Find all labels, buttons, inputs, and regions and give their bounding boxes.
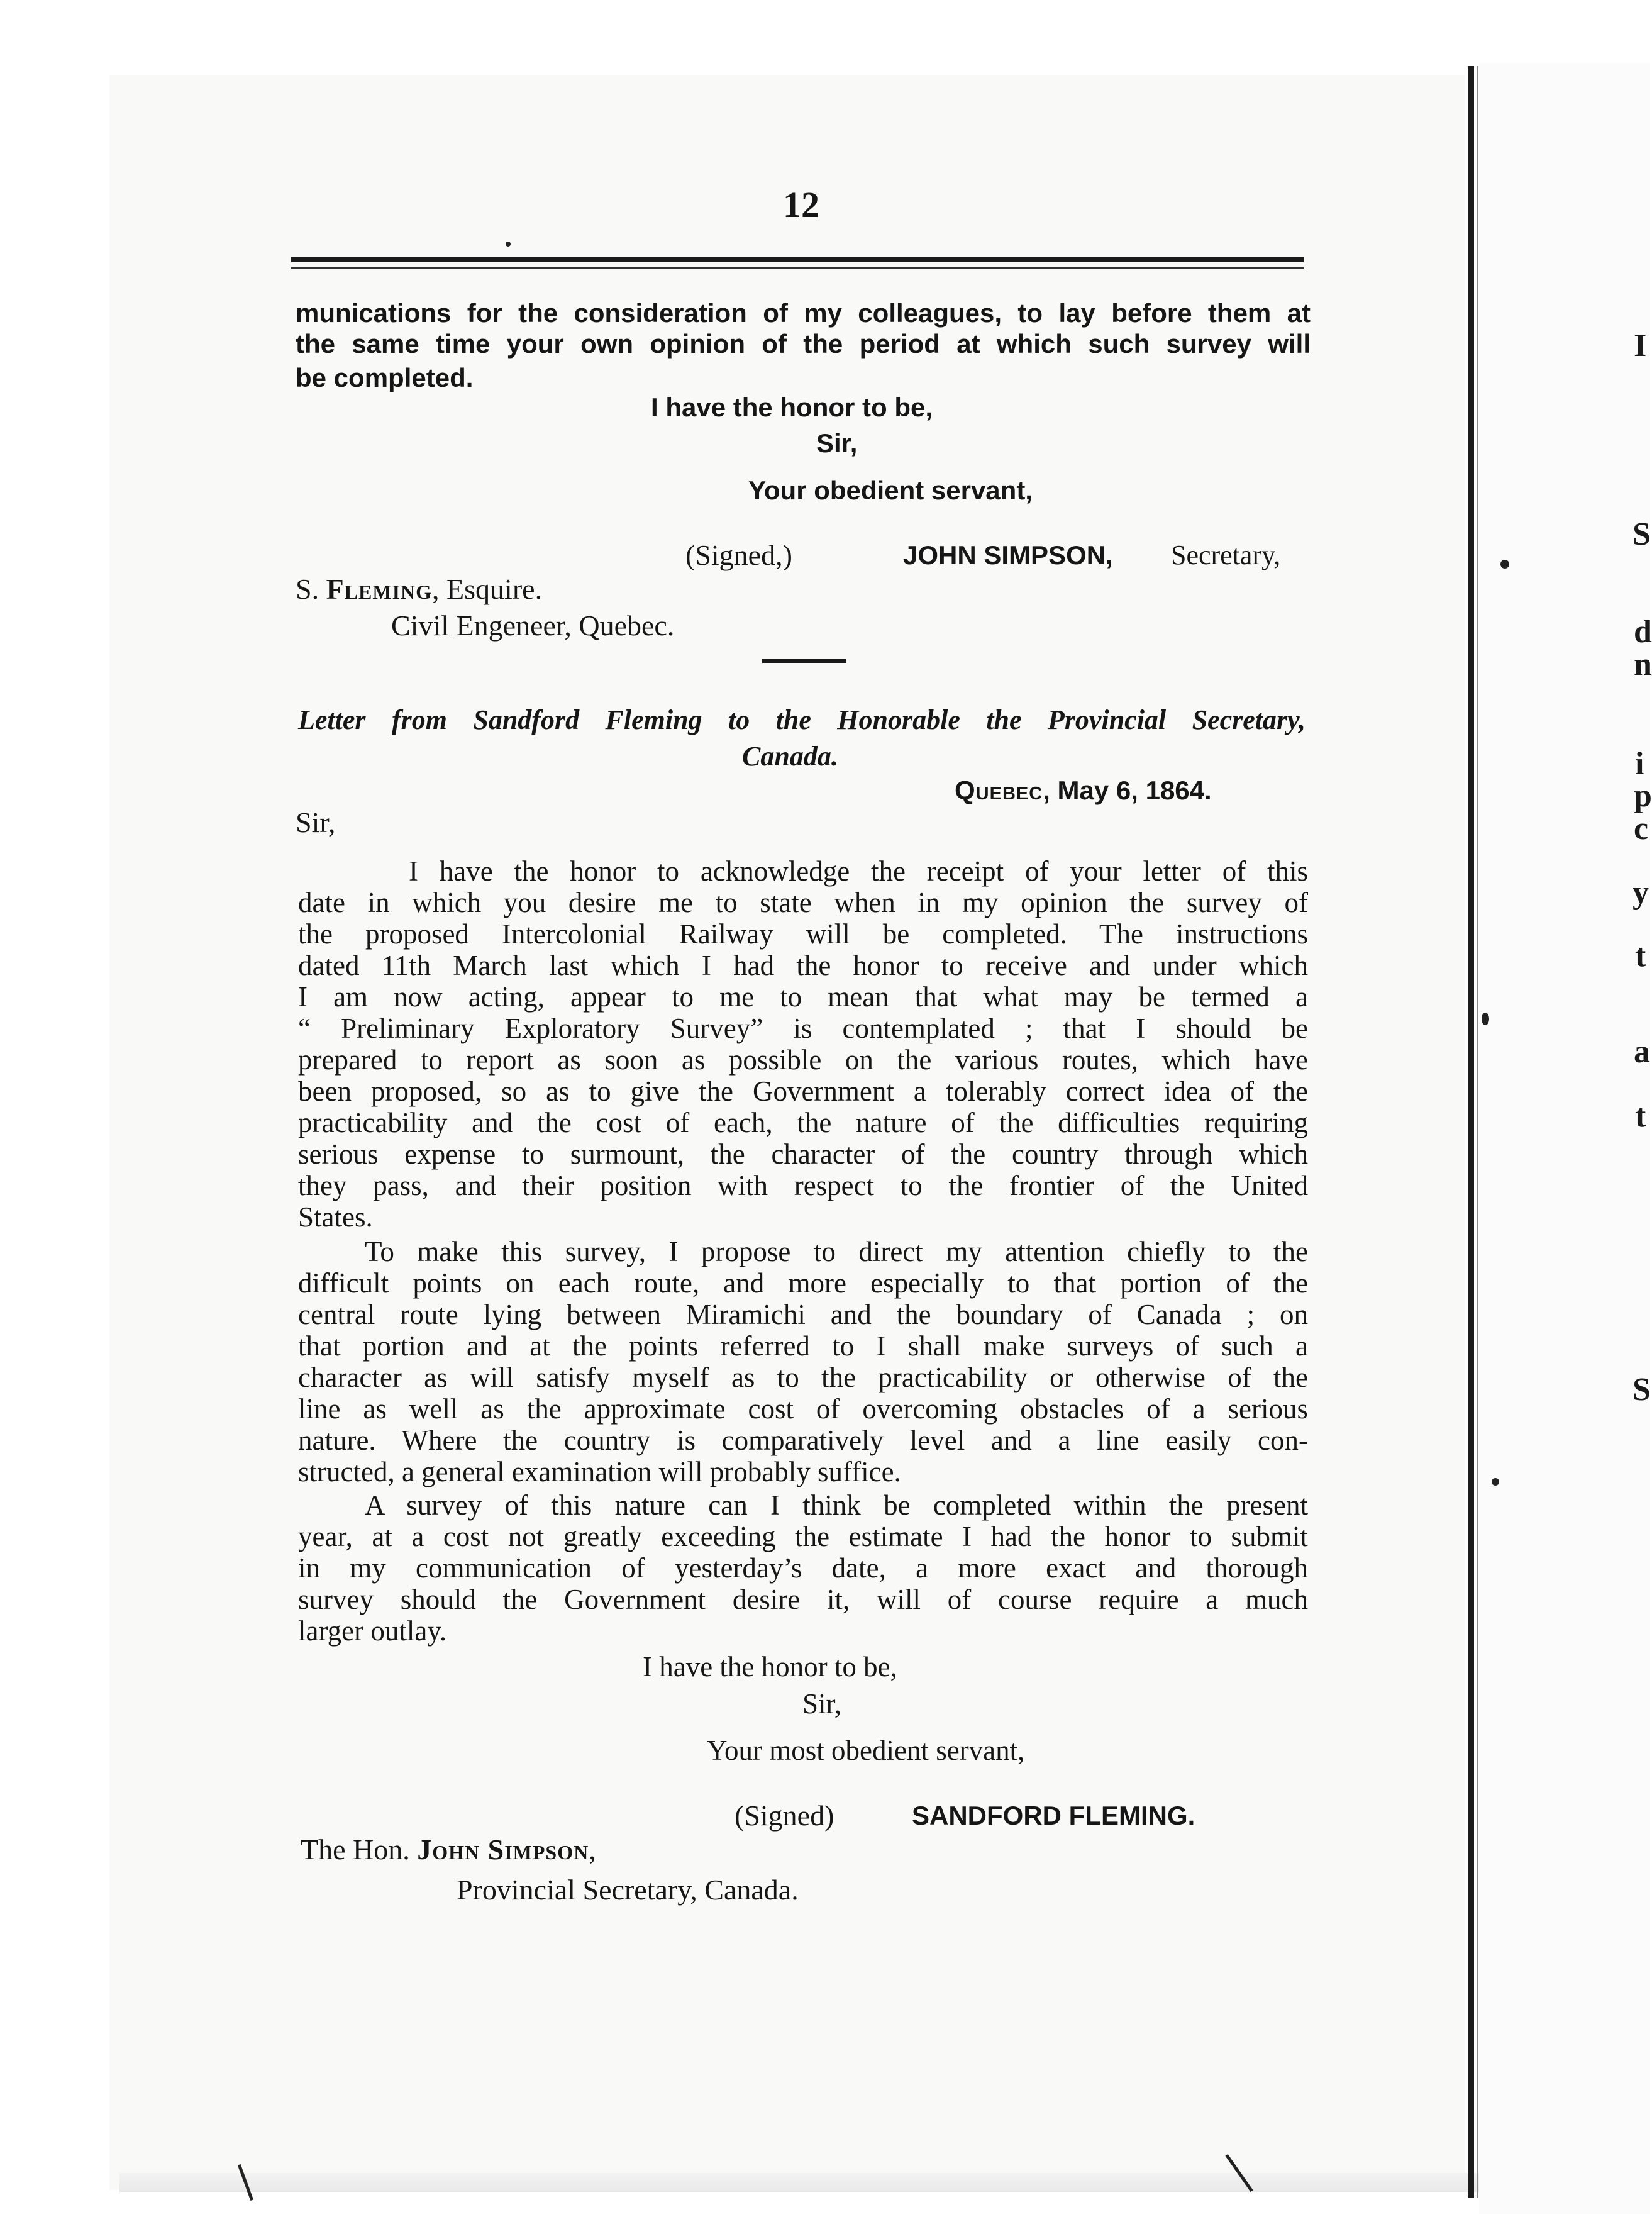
body-line: structed, a general examination will probably suffice. <box>298 1456 901 1487</box>
body-line: be completed. <box>296 363 474 392</box>
speck-mark <box>506 242 511 247</box>
salutation: Sir, <box>296 806 336 838</box>
closing-honor: I have the honor to be, <box>651 392 933 422</box>
body-line: year, at a cost not greatly exceeding the estimate I had the honor to submit <box>298 1521 1308 1552</box>
adjacent-fragment: S <box>1633 516 1651 552</box>
section-divider <box>762 659 846 663</box>
body-line: date in which you desire me to state when in my opinion the survey of <box>298 887 1308 918</box>
adjacent-fragment: p <box>1634 778 1652 814</box>
body-line: character as will satisfy myself as to the practicability or otherwise of the <box>298 1362 1308 1393</box>
adjacent-fragment: i <box>1635 746 1644 782</box>
adjacent-fragment: S <box>1633 1372 1651 1408</box>
dateline-place: Quebec <box>955 775 1043 805</box>
addressee-line <box>296 574 542 605</box>
body-line: practicability and the cost of each, the nature of the difficulties requiring <box>298 1107 1308 1138</box>
page-bottom-edge <box>119 2173 1490 2192</box>
page-gutter-shadow <box>1477 66 1478 2198</box>
adjacent-fragment: t <box>1635 1098 1646 1134</box>
adjacent-fragment: a <box>1634 1034 1650 1070</box>
addressee-role: Provincial Secretary, Canada. <box>457 1874 799 1906</box>
binding-mark <box>1482 1013 1489 1025</box>
letter-dateline <box>955 775 1212 806</box>
signed-label: (Signed) <box>735 1799 834 1832</box>
speck-mark <box>1492 1478 1499 1486</box>
closing-sir: Sir, <box>816 428 858 458</box>
body-line: survey should the Government desire it, will of course require a much <box>298 1584 1308 1615</box>
body-line: To make this survey, I propose to direct my attention chiefly to the <box>365 1236 1308 1267</box>
body-line: in my communication of yesterday’s date, a more exact and thorough <box>298 1552 1308 1584</box>
addressee-prefix: The Hon. <box>301 1833 418 1865</box>
body-line: difficult points on each route, and more especially to that portion of the <box>298 1267 1308 1299</box>
addressee-suffix: , <box>589 1833 596 1865</box>
body-line: larger outlay. <box>298 1615 447 1647</box>
dateline-date: , May 6, 1864. <box>1043 775 1212 805</box>
body-line: nature. Where the country is comparatively level and a line easily con- <box>298 1425 1308 1456</box>
adjacent-fragment: c <box>1634 811 1649 847</box>
body-line: prepared to report as soon as possible on the various routes, which have <box>298 1044 1308 1076</box>
page-number: 12 <box>783 184 819 225</box>
header-rule <box>291 257 1304 262</box>
addressee-prefix: S. <box>296 573 326 605</box>
adjacent-page <box>1479 63 1650 2214</box>
closing-sir: Sir, <box>802 1688 841 1720</box>
body-line: serious expense to surmount, the character of the country through which <box>298 1138 1308 1170</box>
adjacent-fragment: n <box>1634 647 1652 682</box>
page-gutter <box>1468 66 1474 2198</box>
addressee-name: John Simpson <box>417 1833 589 1865</box>
body-line: dated 11th March last which I had the honor to receive and under which <box>298 950 1308 981</box>
signed-label: (Signed,) <box>685 539 792 571</box>
body-line: line as well as the approximate cost of overcoming obstacles of a serious <box>298 1393 1308 1425</box>
addressee-name: Fleming <box>326 573 433 605</box>
body-line: the same time your own opinion of the period at which such survey will <box>296 329 1311 359</box>
addressee-role: Civil Engeneer, Quebec. <box>391 609 675 642</box>
body-line: I have the honor to acknowledge the receipt of your letter of this <box>409 855 1308 887</box>
addressee-suffix: , Esquire. <box>432 573 543 605</box>
body-line: they pass, and their position with respect to the frontier of the United <box>298 1170 1308 1201</box>
body-line: States. <box>298 1201 373 1233</box>
signer-title: Secretary, <box>1171 540 1281 570</box>
body-line: “ Preliminary Exploratory Survey” is contemplated ; that I should be <box>298 1013 1308 1044</box>
speck-mark <box>1500 560 1509 569</box>
body-line: munications for the consideration of my colleagues, to lay before them at <box>296 298 1311 328</box>
addressee-line <box>301 1834 596 1865</box>
header-rule-thin <box>291 267 1304 269</box>
body-line: I am now acting, appear to me to mean that what may be termed a <box>298 981 1308 1013</box>
adjacent-fragment: d <box>1634 614 1652 650</box>
body-line: central route lying between Miramichi and the boundary of Canada ; on <box>298 1299 1308 1330</box>
letter-heading-line2: Canada. <box>742 741 838 772</box>
closing-servant: Your obedient servant, <box>748 475 1033 505</box>
closing-servant: Your most obedient servant, <box>707 1735 1025 1766</box>
body-line: that portion and at the points referred to I shall make surveys of such a <box>298 1330 1308 1362</box>
adjacent-fragment: y <box>1633 875 1649 911</box>
body-line: been proposed, so as to give the Government a tolerably correct idea of the <box>298 1076 1308 1107</box>
body-line: the proposed Intercolonial Railway will be completed. The instructions <box>298 918 1308 950</box>
letter-heading: Letter from Sandford Fleming to the Honorable the Provincial Secretary, <box>298 704 1306 735</box>
adjacent-fragment: I <box>1634 328 1647 364</box>
closing-honor: I have the honor to be, <box>643 1651 897 1682</box>
signer-name: SANDFORD FLEMING. <box>912 1801 1195 1830</box>
signer-name: JOHN SIMPSON, <box>903 540 1113 570</box>
adjacent-fragment: t <box>1635 938 1646 974</box>
body-line: A survey of this nature can I think be completed within the present <box>365 1489 1308 1521</box>
